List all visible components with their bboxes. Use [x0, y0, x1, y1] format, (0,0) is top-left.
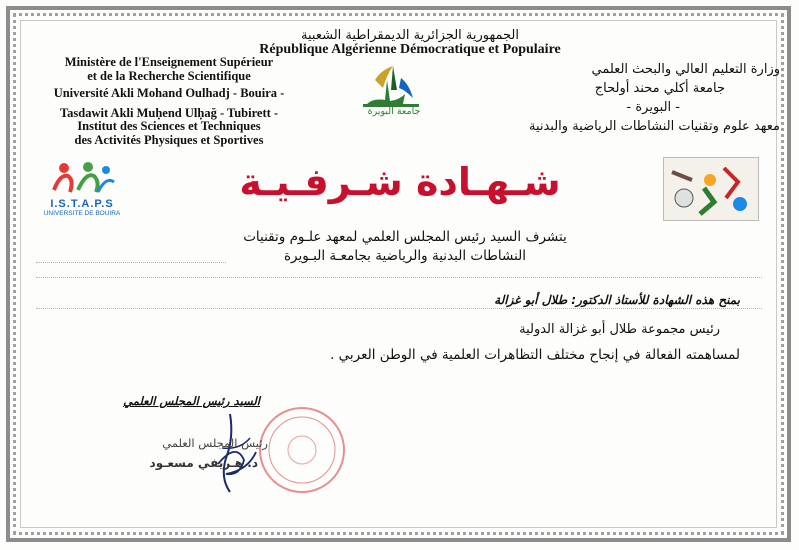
signature-scribble-icon	[200, 408, 270, 500]
arabic-city-line: - البويرة -	[626, 100, 680, 115]
dotted-line	[36, 277, 762, 278]
ministry-line-1: Ministère de l'Enseignement Supérieur	[64, 55, 274, 69]
university-logo-caption: جامعة البويرة	[367, 106, 421, 117]
french-republic-heading: République Algérienne Démocratique et Populaire	[259, 42, 561, 57]
reason-line-1: لمساهمته الفعالة في إنجاح مختلف التظاهرات العلمية في الوطن العربي .	[330, 347, 740, 363]
stamp-name: د. هـريفي مسعـود	[149, 456, 258, 470]
award-line: بمنح هذه الشهادة للأستاذ الدكتور: طلال أبو غزالة	[494, 293, 740, 307]
recipient-title: رئيس مجموعة طلال أبو غزالة الدولية	[519, 322, 720, 337]
istaps-name: I.S.T.A.P.S	[50, 198, 114, 210]
dotted-line	[36, 262, 226, 263]
ministry-line-2: et de la Recherche Scientifique	[87, 68, 251, 83]
award-reason	[330, 346, 740, 365]
stamp-title: رئيس المجلس العلمي	[162, 436, 268, 450]
dotted-line	[36, 308, 762, 309]
arabic-institution-block	[450, 60, 780, 136]
institute-line-1: Institut des Sciences et Techniques	[77, 119, 261, 133]
istaps-logo	[36, 160, 128, 218]
intro-line-2: النشاطات البدنية والرياضية بجامعـة البـويرة	[283, 248, 527, 264]
istaps-figures-icon	[36, 160, 128, 200]
sports-image	[663, 157, 759, 221]
intro-line-1: يتشرف السيد رئيس المجلس العلمي لمعهد علـوم وتقنيات	[243, 229, 567, 245]
university-logo	[353, 60, 435, 126]
university-line: Université Akli Mohand Oulhadj - Bouira -	[53, 86, 285, 100]
istaps-caption: UNIVERSITE DE BOUIRA	[43, 210, 121, 217]
certificate-title: شـهـادة شـرفـيـة	[239, 160, 561, 204]
handwritten-signature	[200, 408, 270, 500]
arabic-institute-line: معهد علوم وتقنيات النشاطات الرياضية والبدنية	[528, 119, 780, 134]
certificate-intro	[230, 228, 580, 266]
arabic-republic-heading: الجمهورية الجزائرية الديمقراطية الشعبية	[301, 28, 519, 43]
arabic-university-line: جامعة أكلي محند أولحاج	[594, 81, 725, 96]
signatory-label: السيد رئيس المجلس العلمي	[123, 394, 260, 408]
french-institution-block	[34, 56, 304, 147]
sports-collage-icon	[664, 158, 758, 220]
university-kabyle-line: Tasdawit Akli Muḥend Ulḥağ - Tubirett -	[59, 105, 279, 120]
institute-line-2: des Activités Physiques et Sportives	[74, 132, 264, 147]
arabic-ministry-line: وزارة التعليم العالي والبحث العلمي	[591, 62, 780, 77]
